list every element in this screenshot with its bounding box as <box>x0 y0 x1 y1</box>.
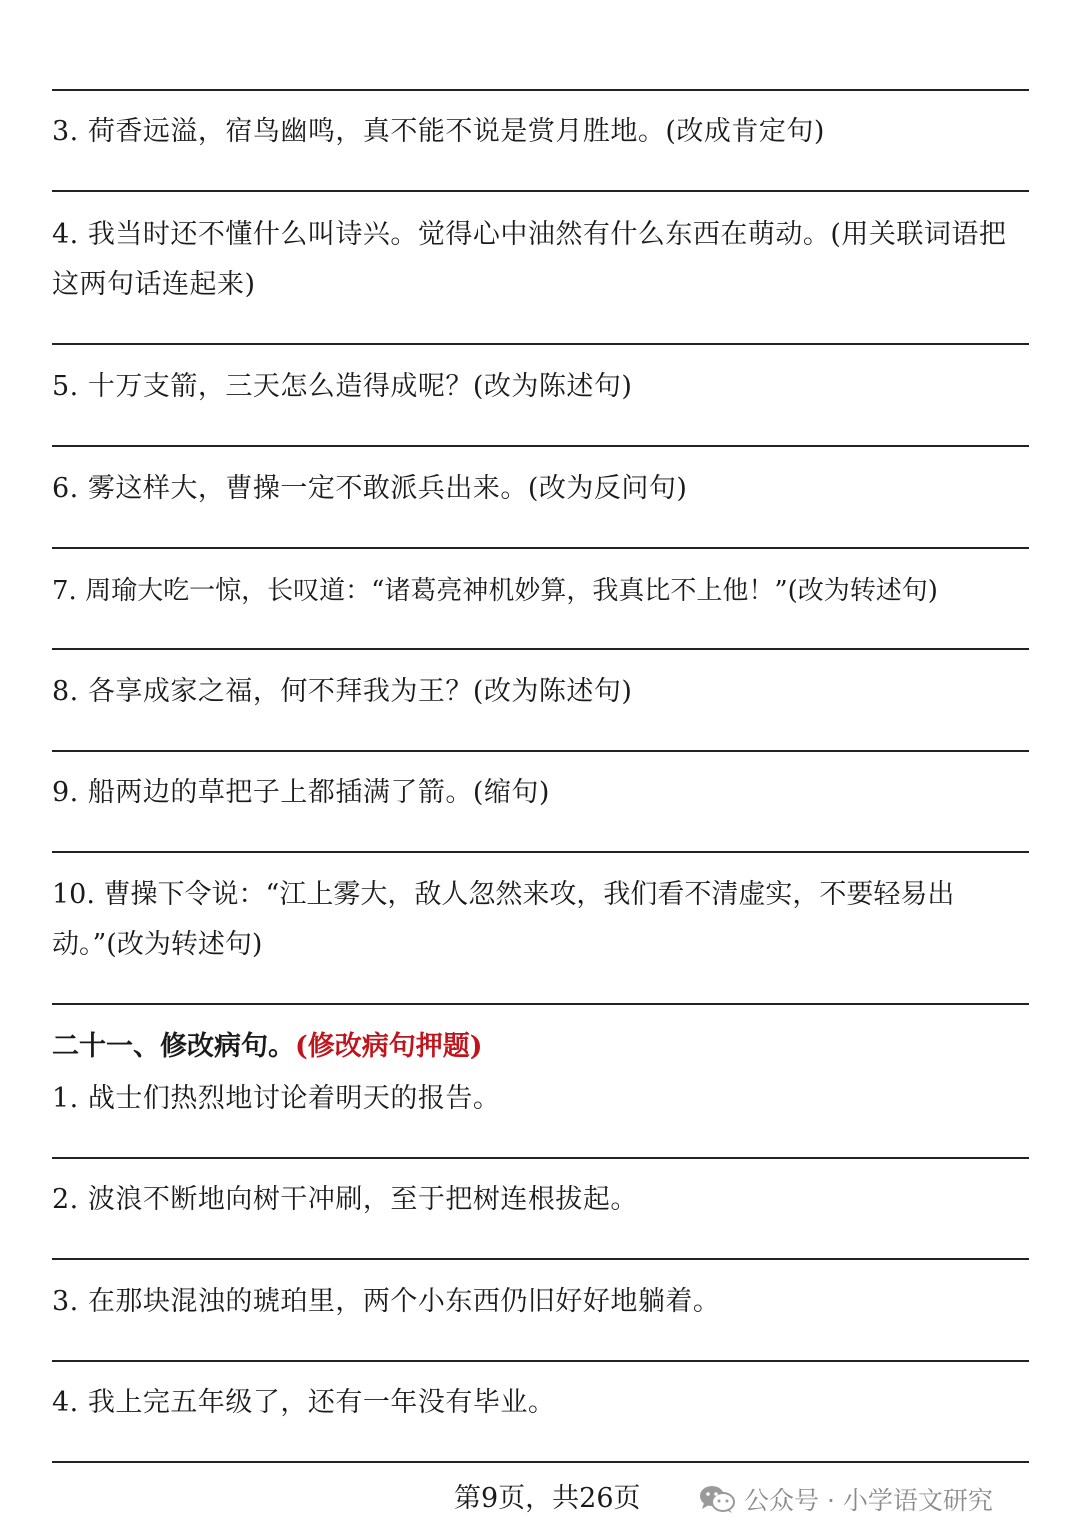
question-9: 9. 船两边的草把子上都插满了箭。(缩句) <box>52 777 550 808</box>
answer-line <box>52 89 1029 91</box>
answer-line <box>52 190 1029 192</box>
answer-line <box>52 343 1029 345</box>
answer-line <box>52 1258 1029 1260</box>
question-6: 6. 雾这样大，曹操一定不敢派兵出来。(改为反问句) <box>52 473 688 504</box>
wechat-icon <box>698 1483 736 1515</box>
question-4: 4. 我当时还不懂什么叫诗兴。觉得心中油然有什么东西在萌动。(用关联词语把这两句话连起来) <box>52 219 1007 300</box>
question-7: 7. 周瑜大吃一惊，长叹道：“诸葛亮神机妙算，我真比不上他！”(改为转述句) <box>52 576 938 606</box>
page-footer <box>0 1477 1080 1523</box>
watermark <box>698 1479 993 1519</box>
section-heading <box>52 1024 483 1070</box>
answer-line <box>52 648 1029 650</box>
sick-sentence-1: 1. 战士们热烈地讨论着明天的报告。 <box>52 1083 501 1114</box>
section-tag: (修改病句押题) <box>295 1031 483 1062</box>
answer-line <box>52 750 1029 752</box>
answer-line <box>52 1157 1029 1159</box>
question-3: 3. 荷香远溢，宿鸟幽鸣，真不能不说是赏月胜地。(改成肯定句) <box>52 116 825 147</box>
answer-line <box>52 1461 1029 1463</box>
answer-line <box>52 547 1029 549</box>
answer-line <box>52 1003 1029 1005</box>
answer-line <box>52 445 1029 447</box>
question-5: 5. 十万支箭，三天怎么造得成呢？(改为陈述句) <box>52 371 633 402</box>
watermark-text: 公众号 · 小学语文研究 <box>744 1486 993 1515</box>
sick-sentence-4: 4. 我上完五年级了，还有一年没有毕业。 <box>52 1387 556 1418</box>
sick-sentence-3: 3. 在那块混浊的琥珀里，两个小东西仍旧好好地躺着。 <box>52 1286 721 1317</box>
section-title: 二十一、修改病句。 <box>52 1031 295 1062</box>
question-8: 8. 各享成家之福，何不拜我为王？(改为陈述句) <box>52 676 633 707</box>
answer-line <box>52 1360 1029 1362</box>
question-10: 10. 曹操下令说：“江上雾大，敌人忽然来攻，我们看不清虚实，不要轻易出动。”(改为转述句) <box>52 879 955 960</box>
answer-line <box>52 851 1029 853</box>
page-number: 第9页，共26页 <box>454 1483 641 1514</box>
sick-sentence-2: 2. 波浪不断地向树干冲刷，至于把树连根拔起。 <box>52 1184 638 1215</box>
